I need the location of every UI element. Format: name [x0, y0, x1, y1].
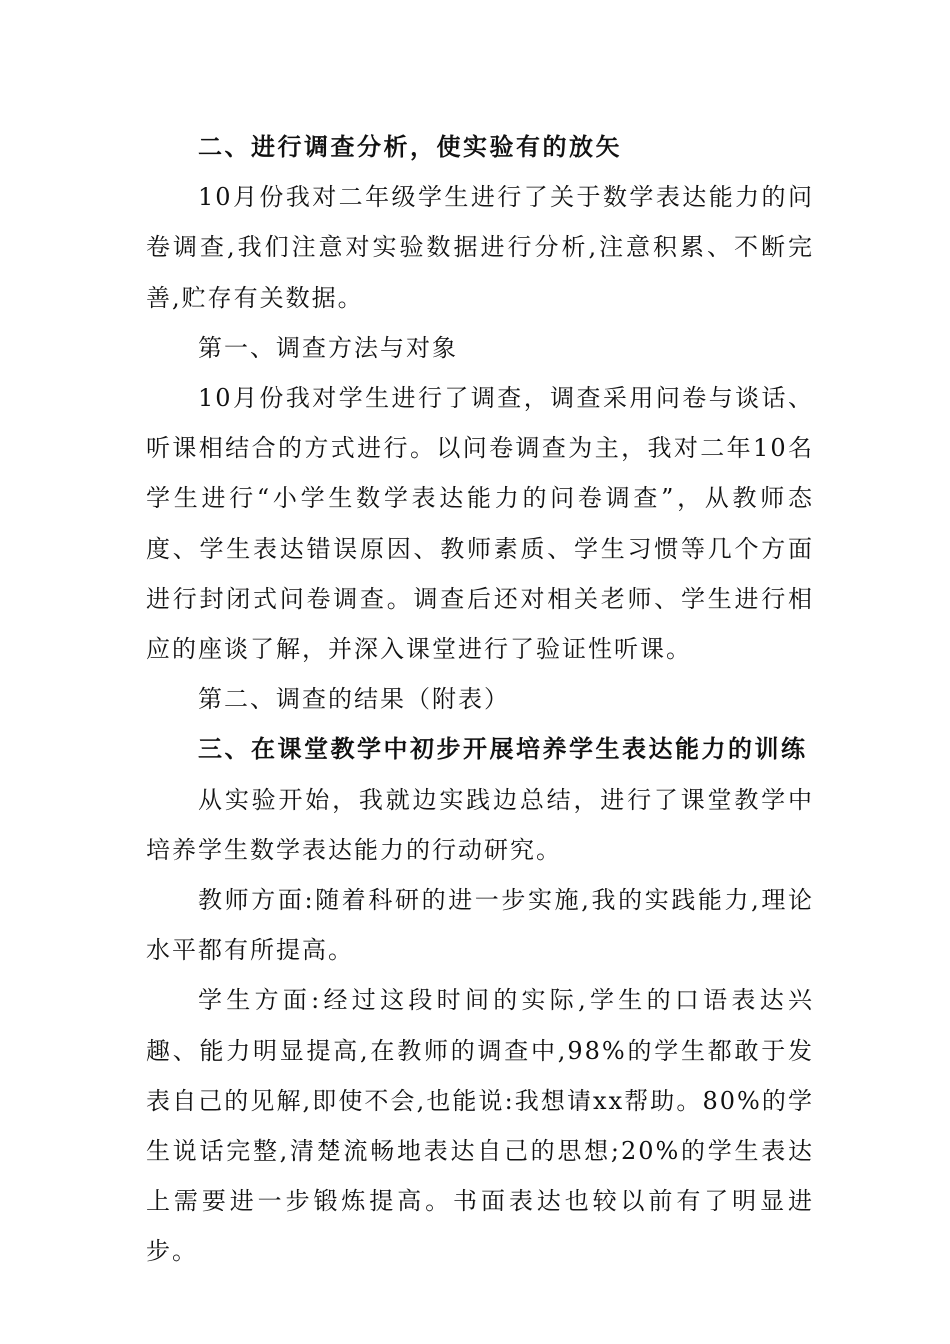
- section-heading-classroom-training: 三、在课堂教学中初步开展培养学生表达能力的训练: [198, 735, 808, 764]
- section-heading-survey-analysis: 二、进行调查分析，使实验有的放矢: [198, 133, 622, 161]
- paragraph-survey-intro: 10月份我对二年级学生进行了关于数学表达能力的问卷调查,我们注意对实验数据进行分析,注意积累、不断完善,贮存有关数据。: [146, 183, 814, 312]
- paragraph-survey-method: 10月份我对学生进行了调查，调查采用问卷与谈话、听课相结合的方式进行。以问卷调查为主，我对二年10名学生进行“小学生数学表达能力的问卷调查”，从教师态度、学生表达错误原因、教师素质、学生习惯等几个方面进行封闭式问卷调查。调查后还对相关老师、学生进行相应的座谈了解，并深入课堂进行了验证性听课。: [146, 384, 814, 664]
- subheading-survey-results: 第二、调查的结果（附表）: [198, 685, 510, 714]
- paragraph-student-aspect: 学生方面:经过这段时间的实际,学生的口语表达兴趣、能力明显提高,在教师的调查中,98%的学生都敢于发表自己的见解,即使不会,也能说:我想请xx帮助。80%的学生说话完整,清楚流畅地表达自己的思想;20%的学生表达上需要进一步锻炼提高。书面表达也较以前有了明显进步。: [146, 986, 814, 1266]
- paragraph-action-research: 从实验开始，我就边实践边总结，进行了课堂教学中培养学生数学表达能力的行动研究。: [146, 785, 814, 864]
- document-body: [146, 122, 814, 1277]
- paragraph-teacher-aspect: 教师方面:随着科研的进一步实施,我的实践能力,理论水平都有所提高。: [146, 886, 814, 965]
- subheading-survey-method: 第一、调查方法与对象: [198, 333, 458, 362]
